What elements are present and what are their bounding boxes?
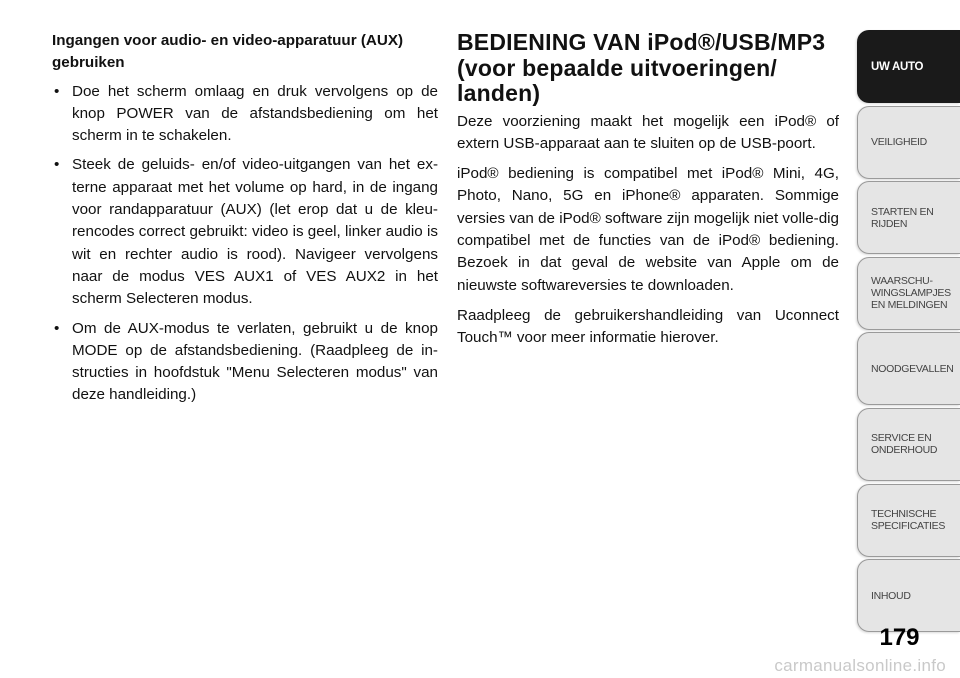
list-item-text: Steek de geluids- en/of video-uitgangen van het ex-terne apparaat met het volume op hard, in de ingang voor randapparatuur (AUX) (let erop dat u de kleu-rencodes correct gebruikt: video is geel, linker audio is wit en rechter audio is rood). Navigeer vervolgens naar de modus VES AUX1 of VES AUX2 in het scherm Selecteren modus.	[72, 156, 438, 308]
list-item-text: Om de AUX-modus te verlaten, gebruikt u de knop MODE op de afstandsbediening. (Raadpleeg de in-structies in hoofdstuk "Menu Selecteren modus" van deze handleiding.)	[72, 319, 438, 404]
page-number: 179	[879, 624, 920, 651]
list-item-text: Doe het scherm omlaag en druk vervolgens op de knop POWER van de afstandsbediening om het scherm in te schakelen.	[72, 82, 438, 145]
list-item	[52, 81, 438, 148]
tab-label: WAARSCHU- WINGSLAMPJES EN MELDINGEN	[871, 275, 951, 312]
chapter-tabs	[857, 30, 960, 635]
instruction-list	[52, 81, 438, 407]
tab-technische-specificaties[interactable]	[857, 484, 960, 557]
watermark: carmanualsonline.info	[774, 656, 946, 675]
tab-label: NOODGEVALLEN	[871, 362, 954, 375]
tab-label: TECHNISCHE SPECIFICATIES	[871, 508, 946, 533]
tab-label: SERVICE EN ONDERHOUD	[871, 432, 938, 457]
paragraph: iPod® bediening is compatibel met iPod® Mini, 4G, Photo, Nano, 5G en iPhone® apparaten. Sommige versies van de iPod® software zijn mogelijk niet volle-dig compatibel met de functies van de iPod® bediening. Bezoek in dat geval de website van Apple om de nieuwste softwareversies te downloaden.	[457, 165, 839, 294]
tab-inhoud[interactable]	[857, 559, 960, 632]
tab-veiligheid[interactable]	[857, 106, 960, 179]
bullet-icon: •	[54, 82, 60, 100]
tab-starten-en-rijden[interactable]	[857, 181, 960, 254]
paragraph: Raadpleeg de gebruikershandleiding van Uconnect Touch™ voor meer informatie hierover.	[457, 306, 839, 347]
tab-service-en-onderhoud[interactable]	[857, 408, 960, 481]
bullet-icon: •	[54, 319, 60, 337]
tab-label: VEILIGHEID	[871, 136, 927, 149]
bullet-icon: •	[54, 156, 60, 174]
right-column	[457, 30, 839, 357]
section-subheading: Ingangen voor audio- en video-apparatuur (AUX) gebruiken	[52, 32, 404, 72]
tab-uw-auto[interactable]	[857, 30, 960, 103]
tab-label: INHOUD	[871, 589, 911, 602]
tab-noodgevallen[interactable]	[857, 332, 960, 405]
left-column	[52, 30, 438, 414]
list-item	[52, 154, 438, 310]
tab-label: STARTEN EN RIJDEN	[871, 205, 934, 230]
tab-label: UW AUTO	[871, 60, 924, 73]
section-heading: BEDIENING VAN iPod®/USB/MP3 (voor bepaalde uitvoeringen/ landen)	[457, 29, 826, 106]
paragraph: Deze voorziening maakt het mogelijk een iPod® of extern USB-apparaat aan te sluiten op de USB-poort.	[457, 112, 839, 152]
list-item	[52, 318, 438, 407]
tab-waarschuwingslampjes[interactable]	[857, 257, 960, 330]
